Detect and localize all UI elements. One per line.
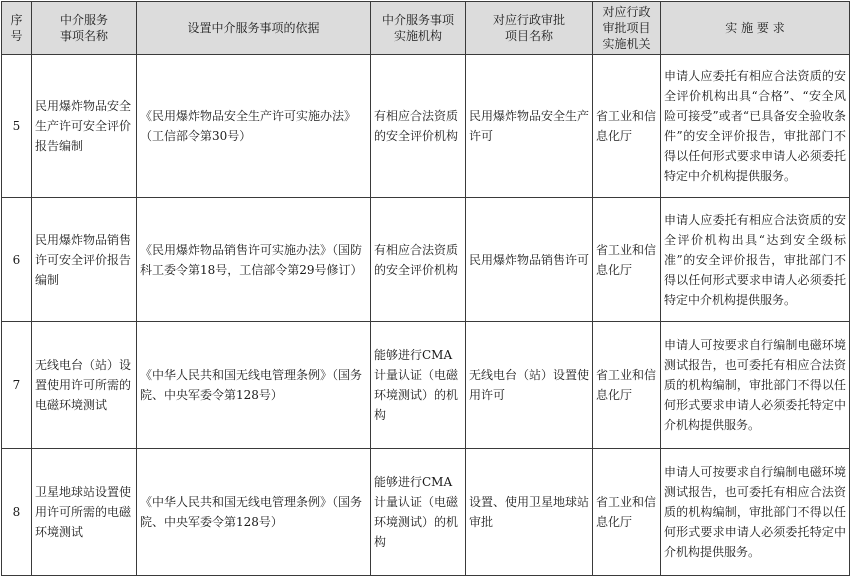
cell-requirements: 申请人可按要求自行编制电磁环境测试报告，也可委托有相应合法资质的机构编制，审批部门不得以任何形式要求申请人必须委托特定中介机构提供服务。	[661, 449, 850, 576]
cell-legal-basis: 《民用爆炸物品销售许可实施办法》（国防科工委令第18号，工信部令第29号修订）	[137, 198, 371, 322]
cell-approval-item: 设置、使用卫星地球站审批	[466, 449, 593, 576]
header-approval-authority: 对应行政 审批项目 实施机关	[593, 2, 661, 55]
cell-approval-item: 民用爆炸物品销售许可	[466, 198, 593, 322]
cell-requirements: 申请人应委托有相应合法资质的安全评价机构出具“合格”、“安全风险可接受”或者“已具备安全验收条件”的安全评价报告，审批部门不得以任何形式要求申请人必须委托特定中介机构提供服务。	[661, 55, 850, 198]
cell-implementing-agency: 能够进行CMA计量认证（电磁环境测试）的机构	[371, 322, 466, 449]
cell-approval-authority: 省工业和信息化厅	[593, 55, 661, 198]
cell-legal-basis: 《中华人民共和国无线电管理条例》（国务院、中央军委令第128号）	[137, 322, 371, 449]
cell-service-name: 无线电台（站）设置使用许可所需的电磁环境测试	[32, 322, 137, 449]
header-requirements: 实 施 要 求	[661, 2, 850, 55]
table-row	[2, 55, 850, 198]
cell-approval-authority: 省工业和信息化厅	[593, 322, 661, 449]
cell-approval-item: 民用爆炸物品安全生产许可	[466, 55, 593, 198]
table-row	[2, 198, 850, 322]
cell-serial-number: 6	[2, 198, 32, 322]
table-row	[2, 322, 850, 449]
intermediary-services-table	[1, 1, 850, 576]
cell-implementing-agency: 有相应合法资质的安全评价机构	[371, 55, 466, 198]
cell-approval-authority: 省工业和信息化厅	[593, 449, 661, 576]
table-row	[2, 449, 850, 576]
cell-requirements: 申请人可按要求自行编制电磁环境测试报告，也可委托有相应合法资质的机构编制，审批部门不得以任何形式要求申请人必须委托特定中介机构提供服务。	[661, 322, 850, 449]
cell-service-name: 民用爆炸物品安全生产许可安全评价报告编制	[32, 55, 137, 198]
cell-legal-basis: 《民用爆炸物品安全生产许可实施办法》（工信部令第30号）	[137, 55, 371, 198]
header-service-name: 中介服务 事项名称	[32, 2, 137, 55]
cell-implementing-agency: 有相应合法资质的安全评价机构	[371, 198, 466, 322]
cell-implementing-agency: 能够进行CMA计量认证（电磁环境测试）的机构	[371, 449, 466, 576]
header-serial-number: 序 号	[2, 2, 32, 55]
cell-service-name: 民用爆炸物品销售许可安全评价报告编制	[32, 198, 137, 322]
cell-approval-item: 无线电台（站）设置使用许可	[466, 322, 593, 449]
header-implementing-agency: 中介服务事项 实施机构	[371, 2, 466, 55]
cell-serial-number: 7	[2, 322, 32, 449]
header-approval-item: 对应行政审批 项目名称	[466, 2, 593, 55]
cell-service-name: 卫星地球站设置使用许可所需的电磁环境测试	[32, 449, 137, 576]
cell-serial-number: 8	[2, 449, 32, 576]
table-header-row	[2, 2, 850, 55]
cell-approval-authority: 省工业和信息化厅	[593, 198, 661, 322]
cell-legal-basis: 《中华人民共和国无线电管理条例》（国务院、中央军委令第128号）	[137, 449, 371, 576]
cell-serial-number: 5	[2, 55, 32, 198]
cell-requirements: 申请人应委托有相应合法资质的安全评价机构出具“达到安全级标准”的安全评价报告，审批部门不得以任何形式要求申请人必须委托特定中介机构提供服务。	[661, 198, 850, 322]
header-legal-basis: 设置中介服务事项的依据	[137, 2, 371, 55]
